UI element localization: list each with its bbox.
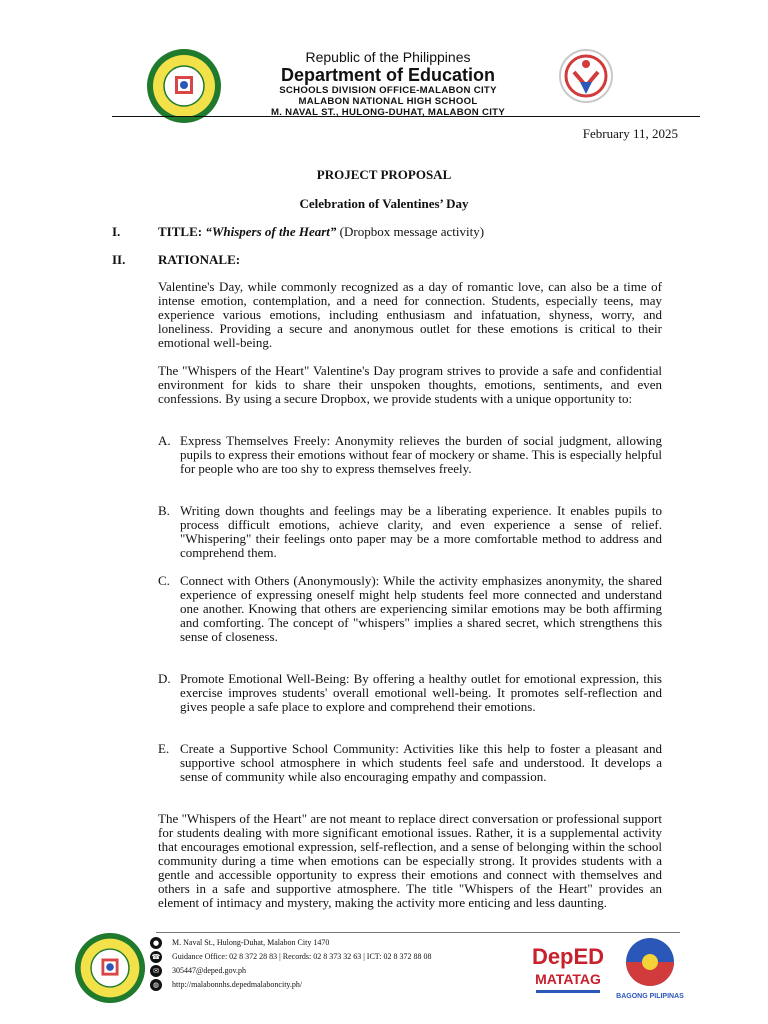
footer-address-text: M. Naval St., Hulong-Duhat, Malabon City 1470 [172,938,330,947]
list-item-label: A. [158,433,171,448]
header-divider [112,116,700,117]
section-number: I. [112,224,121,239]
list-item [158,574,662,644]
footer-school-seal-logo [74,932,146,1004]
footer-phones-text: Guidance Office: 02 8 372 28 83 | Records: 02 8 373 32 63 | ICT: 02 8 372 88 08 [172,952,432,961]
section-rationale [112,252,240,268]
document-subheading: Celebration of Valentines’ Day [299,196,469,211]
document-heading: PROJECT PROPOSAL [316,167,452,182]
envelope-icon: ✉ [150,965,162,977]
bagong-pilipinas-label: BAGONG PILIPINAS [616,993,684,1000]
footer-divider [156,932,680,933]
globe-icon: ◍ [150,979,162,991]
school-line: MALABON NATIONAL HIGH SCHOOL [298,96,478,107]
section-number: II. [112,252,126,267]
division-line: SCHOOLS DIVISION OFFICE-MALABON CITY [279,85,497,96]
school-seal-logo [146,48,222,124]
list-item-text: Writing down thoughts and feelings may be a liberating experience. It enables pupils to process difficult emotions, achieve clarity, and even experience a sense of relief. "Whispering" their feelings onto paper may be a more comfortable method to address and comprehend them. [180,503,662,560]
list-item [158,504,662,560]
rationale-label: RATIONALE: [158,252,241,267]
list-item [158,742,662,784]
list-item-label: E. [158,741,170,756]
footer-email [150,964,432,978]
list-item-label: C. [158,573,170,588]
title-value: “Whispers of the Heart” [205,224,337,239]
deped-name: DepED [531,944,605,969]
list-item [158,672,662,714]
phone-icon: ☎ [151,953,161,961]
title-label: TITLE: [158,224,206,239]
list-item-text: Create a Supportive School Community: Activities like this help to foster a pleasant and supportive school atmosphere in which students feel safe and understood. It develops a sense of community while also encouraging empathy and compassion. [180,741,662,784]
list-item-label: B. [158,503,170,518]
list-item [158,434,662,476]
title-note: (Dropbox message activity) [336,224,485,239]
location-pin-icon: ● [150,937,162,949]
footer-email-text: 305447@deped.gov.ph [172,966,246,975]
footer-website-link[interactable]: http://malabonnhs.depedmalaboncity.ph/ [172,980,303,989]
section-title [112,224,484,240]
footer-website[interactable] [150,978,432,992]
list-item-text: Express Themselves Freely: Anonymity relieves the burden of social judgment, allowing pupils to express their emotions without fear of mockery or shame. This is especially helpful for people who are too shy to express themselves freely. [180,433,662,476]
footer-phones [150,950,432,964]
kpsep-logo [550,40,622,112]
footer-contacts [150,936,432,992]
republic-line: Republic of the Philippines [305,49,471,65]
paragraph-3: The "Whispers of the Heart" are not meant to replace direct conversation or professional support for students dealing with more significant emotional issues. Rather, it is a supplemental activity that encourages emotional expression, self-reflection, and a sense of belonging within the school community during a time when emotions can be especially strong. It provides students with a gentle and accessible opportunity to express their emotions and connect with themselves and others in a safe and supportive atmosphere. The title "Whispers of the Heart" provides an element of intimacy and mystery, making the activity more enticing and less daunting. [158,811,662,910]
matatag-label: MATATAG [535,971,601,987]
address-line: M. NAVAL ST., HULONG-DUHAT, MALABON CITY [270,107,506,118]
footer-address [150,936,432,950]
paragraph-1: Valentine's Day, while commonly recognized as a day of romantic love, can also be a time of intense emotion, contemplation, and a need for connection. Students, especially teens, may experience various emotions, including enthusiasm and infatuation, shyness, worry, and loneliness. Providing a secure and anonymous outlet for these emotions is critical to their emotional well-being. [158,279,662,350]
list-item-text: Connect with Others (Anonymously): While the activity emphasizes anonymity, the shared experience of expressing oneself might help students feel more connected and understand one another. Knowing that others are experiencing similar emotions may be both affirming and comforting. The concept of "whispers" implies a shared secret, which strengthens this sense of closeness. [180,573,662,644]
list-item-label: D. [158,671,171,686]
deped-matatag-logo [526,936,610,1000]
letterhead [238,50,538,118]
paragraph-2: The "Whispers of the Heart" Valentine's Day program strives to provide a safe and confidential environment for kids to share their unspoken thoughts, emotions, sentiments, and even confessions. By using a secure Dropbox, we provide students with a unique opportunity to: [158,363,662,406]
bagong-pilipinas-logo [614,932,686,1004]
list-item-text: Promote Emotional Well-Being: By offering a healthy outlet for emotional expression, this exercise improves students' overall emotional well-being. It promotes self-reflection and gives people a safe place to explore and comprehend their emotions. [180,671,662,714]
department-line: Department of Education [280,65,495,85]
document-date: February 11, 2025 [582,126,678,141]
